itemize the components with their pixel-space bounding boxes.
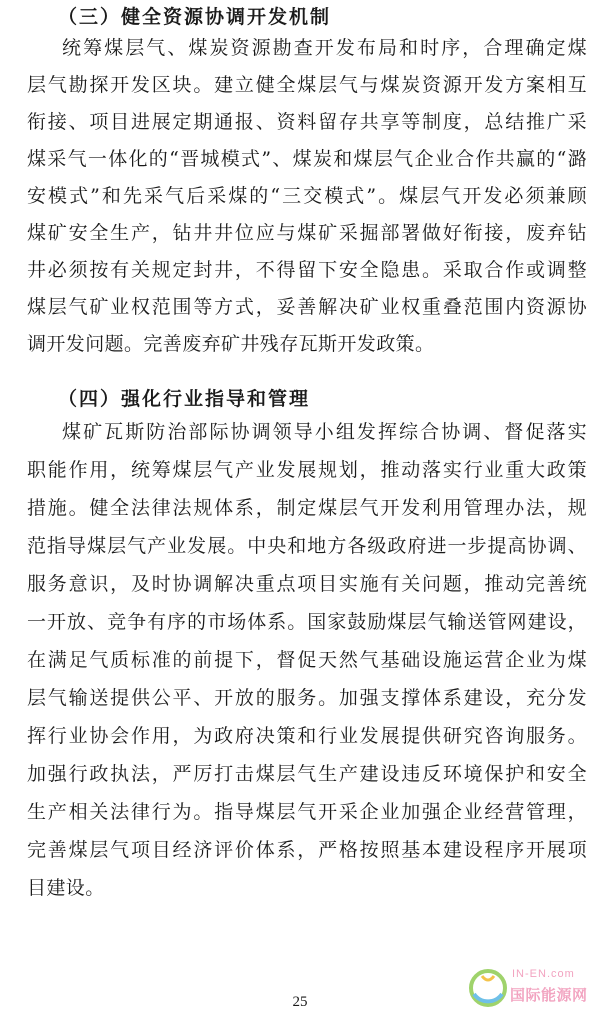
paragraph-line: 生产相关法律行为。指导煤层气开采企业加强企业经营管理， <box>27 801 587 823</box>
section-heading-3: （三）健全资源协调开发机制 <box>58 6 332 28</box>
paragraph-line: 煤矿瓦斯防治部际协调领导小组发挥综合协调、督促落实 <box>62 421 587 443</box>
paragraph-line: 衔接、项目进展定期通报、资料留存共享等制度，总结推广采 <box>27 111 587 133</box>
watermark-title: 国际能源网 <box>510 986 588 1004</box>
paragraph-line: 层气输送提供公平、开放的服务。加强支撑体系建设，充分发 <box>27 687 587 709</box>
paragraph-line: 完善煤层气项目经济评价体系，严格按照基本建设程序开展项 <box>27 839 587 861</box>
paragraph-line: 挥行业协会作用，为政府决策和行业发展提供研究咨询服务。 <box>27 725 587 747</box>
paragraph-line: 范指导煤层气产业发展。中央和地方各级政府进一步提高协调、 <box>27 535 587 557</box>
paragraph-line: 措施。健全法律法规体系，制定煤层气开发利用管理办法，规 <box>27 497 587 519</box>
paragraph-line: 服务意识，及时协调解决重点项目实施有关问题，推动完善统 <box>27 573 587 595</box>
page-number: 25 <box>292 994 308 1010</box>
paragraph-line: 井必须按有关规定封井，不得留下安全隐患。采取合作或调整 <box>27 259 587 281</box>
paragraph-line: 安模式”和先采气后采煤的“三交模式”。煤层气开发必须兼顾 <box>27 185 587 207</box>
paragraph-line: 煤矿安全生产，钻井井位应与煤矿采掘部署做好衔接，废弃钻 <box>27 222 587 244</box>
paragraph-line: 一开放、竞争有序的市场体系。国家鼓励煤层气输送管网建设， <box>27 611 587 633</box>
watermark-logo <box>468 962 596 1018</box>
paragraph-line: 层气勘探开发区块。建立健全煤层气与煤炭资源开发方案相互 <box>27 74 587 96</box>
watermark-url: IN-EN.com <box>512 968 575 980</box>
paragraph-line: 调开发问题。完善废弃矿井残存瓦斯开发政策。 <box>27 333 435 355</box>
globe-icon <box>468 968 508 1008</box>
paragraph-line: 煤采气一体化的“晋城模式”、煤炭和煤层气企业合作共赢的“潞 <box>27 148 587 170</box>
paragraph-line: 在满足气质标准的前提下，督促天然气基础设施运营企业为煤 <box>27 649 587 671</box>
paragraph-line: 加强行政执法，严厉打击煤层气生产建设违反环境保护和安全 <box>27 763 587 785</box>
paragraph-line: 目建设。 <box>27 877 105 899</box>
paragraph-line: 煤层气矿业权范围等方式，妥善解决矿业权重叠范围内资源协 <box>27 296 587 318</box>
paragraph-line: 统筹煤层气、煤炭资源勘查开发布局和时序，合理确定煤 <box>62 37 587 59</box>
paragraph-line: 职能作用，统筹煤层气产业发展规划，推动落实行业重大政策 <box>27 459 587 481</box>
section-heading-4: （四）强化行业指导和管理 <box>58 388 311 410</box>
